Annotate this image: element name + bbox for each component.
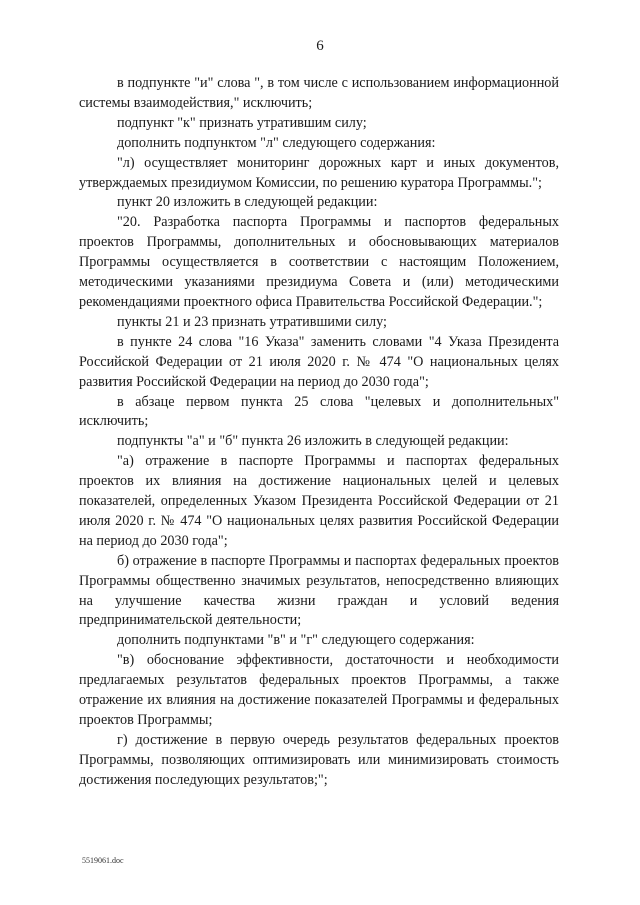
paragraph: дополнить подпунктами "в" и "г" следующего содержания:: [117, 632, 475, 649]
paragraph: "а) отражение в паспорте Программы и паспортах федеральных проектов их влияния на достижение национальных целей и целевых показателей, определенных Указом Президента Российской Федерации от 21 июля 2020 г. № 474 "О национальных целях развития Российской Федерации на период до 2030 года";: [79, 453, 559, 549]
paragraph: дополнить подпунктом "л" следующего содержания:: [117, 134, 436, 151]
footer-filename: 5519061.doc: [82, 856, 124, 865]
paragraph: "л) осуществляет мониторинг дорожных карт и иных документов, утверждаемых президиумом Комиссии, по решению куратора Программы.";: [79, 154, 559, 191]
paragraph: в абзаце первом пункта 25 слова "целевых и дополнительных" исключить;: [79, 393, 559, 430]
paragraph: г) достижение в первую очередь результатов федеральных проектов Программы, позволяющих оптимизировать или минимизировать стоимость достижения последующих результатов;";: [79, 731, 559, 788]
paragraph: подпункт "к" признать утратившим силу;: [117, 114, 367, 131]
paragraph: в пункте 24 слова "16 Указа" заменить словами "4 Указа Президента Российской Федерации от 21 июля 2020 г. № 474 "О национальных целях развития Российской Федерации на период до 2030 года";: [79, 333, 559, 390]
paragraph: "20. Разработка паспорта Программы и паспортов федеральных проектов Программы, дополнительных и обосновывающих материалов Программы осуществляется в соответствии с настоящим Положением, методическими указаниями президиума Совета и (или) методическими рекомендациями проектного офиса Правительства Российской Федерации.";: [79, 214, 559, 310]
paragraph: пункт 20 изложить в следующей редакции:: [117, 194, 378, 211]
paragraph: в подпункте "и" слова ", в том числе с использованием информационной системы взаимодействия," исключить;: [79, 75, 559, 111]
paragraph: "в) обоснование эффективности, достаточности и необходимости предлагаемых результатов федеральных проектов Программы, а также отражение их влияния на достижение показателей Программы и федеральных проектов Программы;: [79, 652, 559, 728]
paragraph: пункты 21 и 23 признать утратившими силу;: [117, 313, 387, 330]
document-body: [79, 74, 559, 791]
paragraph: б) отражение в паспорте Программы и паспортах федеральных проектов Программы общественно значимых результатов, непосредственно влияющих на улучшение качества жизни граждан и условий ведения предпринимательской деятельности;: [79, 552, 559, 629]
page-number: 6: [316, 38, 324, 54]
paragraph: подпункты "а" и "б" пункта 26 изложить в следующей редакции:: [117, 433, 509, 450]
